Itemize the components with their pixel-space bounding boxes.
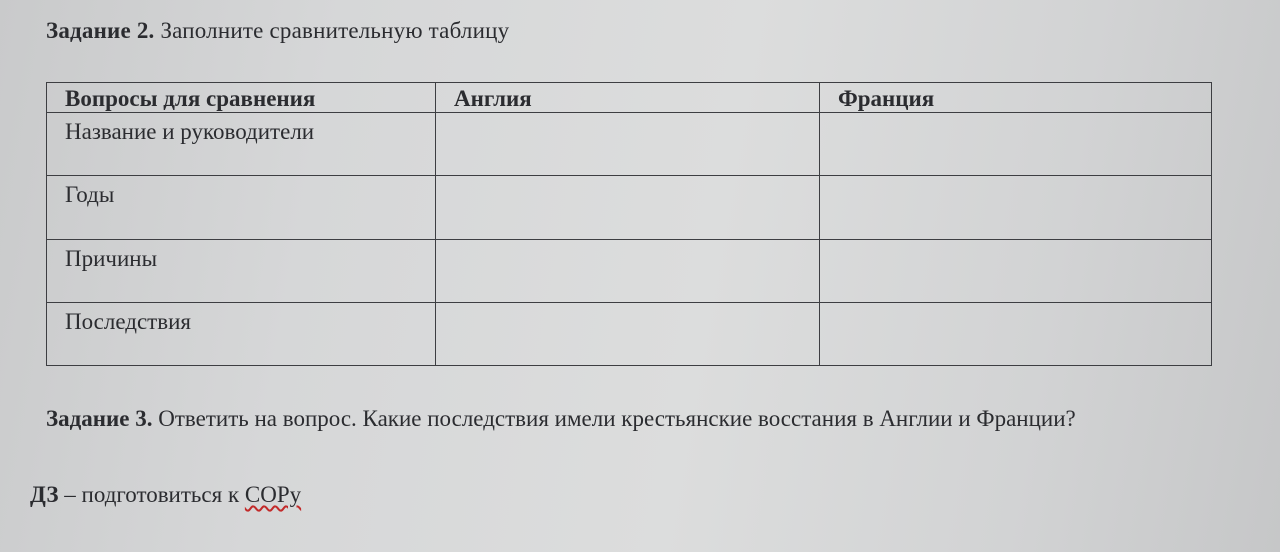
cell-england[interactable] [436, 239, 820, 302]
homework-text: – подготовиться к [58, 482, 245, 507]
row-question: Название и руководители [47, 113, 436, 176]
task3-text: Ответить на вопрос. Какие последствия имели крестьянские восстания в Англии и Франции? [158, 406, 1076, 431]
table-row [47, 302, 1212, 365]
comparison-table [46, 82, 1212, 366]
cell-england[interactable] [436, 176, 820, 239]
cell-france[interactable] [820, 239, 1212, 302]
homework-label: ДЗ [30, 482, 59, 507]
cell-france[interactable] [820, 113, 1212, 176]
task2-label: Задание 2. [46, 18, 155, 43]
cell-france[interactable] [820, 176, 1212, 239]
task3-label: Задание 3. [46, 406, 153, 431]
table-row [47, 239, 1212, 302]
cell-england[interactable] [436, 113, 820, 176]
comparison-table-container [46, 82, 1211, 366]
cell-france[interactable] [820, 302, 1212, 365]
task2-heading [46, 18, 509, 44]
table-row [47, 176, 1212, 239]
table-header-row [47, 83, 1212, 113]
header-questions: Вопросы для сравнения [47, 83, 436, 113]
header-france: Франция [820, 83, 1212, 113]
header-england: Англия [436, 83, 820, 113]
homework-line [30, 482, 301, 508]
row-question: Причины [47, 239, 436, 302]
task3-paragraph [46, 402, 1196, 435]
row-question: Годы [47, 176, 436, 239]
row-question: Последствия [47, 302, 436, 365]
cell-england[interactable] [436, 302, 820, 365]
table-row [47, 113, 1212, 176]
task2-text: Заполните сравнительную таблицу [160, 18, 510, 43]
homework-underlined-word: СОРу [244, 482, 302, 507]
